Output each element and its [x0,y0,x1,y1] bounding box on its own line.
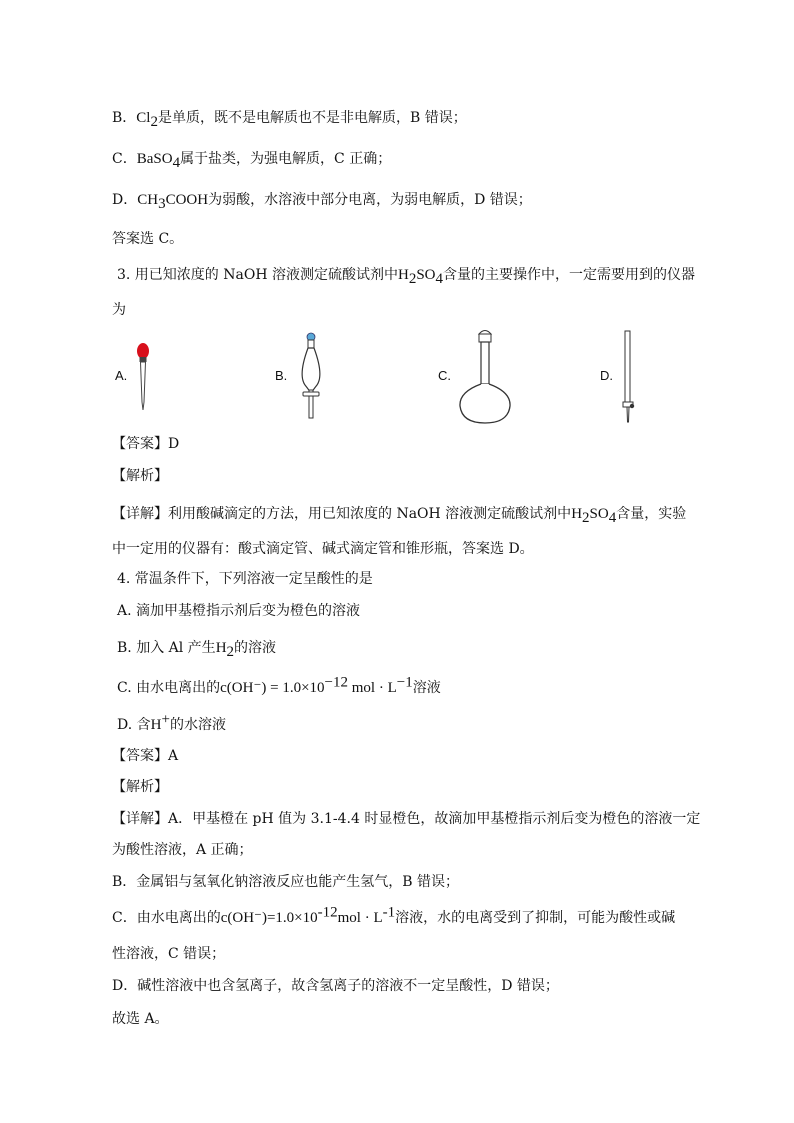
q4-answer: 【答案】A [112,748,179,764]
q4-detail-c-cont: 性溶液，C 错误； [112,946,226,962]
q2-option-d-explain: D．$CH_3COOH$为弱酸，水溶液中部分电离，为弱电解质，D 错误； [112,192,532,212]
q2-option-b-explain: B．$Cl_2$是单质，既不是电解质也不是非电解质，B 错误； [112,110,467,130]
q3-option-d-label[interactable]: D. [600,368,613,383]
q4-option-b[interactable]: B. 加入 Al 产生$H_2$的溶液 [117,640,277,660]
q4-option-a[interactable]: A. 滴加甲基橙指示剂后变为橙色的溶液 [117,603,361,619]
q3-option-c-label[interactable]: C. [438,368,451,383]
q4-stem: 4. 常温条件下，下列溶液一定呈酸性的是 [117,571,373,587]
separatory-funnel-icon [296,330,326,422]
burette-icon [620,330,636,424]
q3-analysis-tag: 【解析】 [112,468,168,484]
q3-detail-cont: 中一定用的仪器有：酸式滴定管、碱式滴定管和锥形瓶，答案选 D。 [112,541,534,557]
q4-option-d[interactable]: D. 含H+的水溶液 [117,711,226,733]
q4-detail-c: C．由水电离出的$c(OH^-)=1.0\times 10^{-12}mol \cdot L^{-1}$溶液，水的电离受到了抑制，可能为酸性或碱 [112,904,676,926]
q4-detail-a-cont: 为酸性溶液，A 正确； [112,842,253,858]
q3-detail: 【详解】利用酸碱滴定的方法，用已知浓度的 NaOH 溶液测定硫酸试剂中$H_2SO_4$含量，实验 [112,506,687,526]
q3-option-b-label[interactable]: B. [275,368,288,383]
q2-option-c-explain: C．BaSO$_4$属于盐类，为强电解质，C 正确； [112,151,392,171]
q3-option-a-label[interactable]: A. [115,368,128,383]
volumetric-flask-icon [455,328,515,426]
q3-stem-cont: 为 [112,302,126,318]
q4-option-c[interactable]: C. 由水电离出的$c(OH^-) = 1.0\times 10^{-12}$ mol · $L^{-1}$溶液 [117,674,441,696]
q4-detail-b: B．金属铝与氢氧化钠溶液反应也能产生氢气，B 错误； [112,874,460,890]
q4-detail-a: 【详解】A．甲基橙在 pH 值为 3.1-4.4 时显橙色，故滴加甲基橙指示剂后变为橙色的溶液一定 [112,811,701,827]
q3-answer: 【答案】D [112,436,180,452]
q3-stem: 3. 用已知浓度的 NaOH 溶液测定硫酸试剂中$H_2SO_4$含量的主要操作中，一定需要用到的仪器 [117,267,696,287]
dropper-icon [133,340,153,412]
q4-detail-d: D．碱性溶液中也含氢离子，故含氢离子的溶液不一定呈酸性，D 错误； [112,978,559,994]
q4-conclusion: 故选 A。 [112,1011,169,1027]
q4-analysis-tag: 【解析】 [112,779,168,795]
q2-answer: 答案选 C。 [112,231,184,247]
